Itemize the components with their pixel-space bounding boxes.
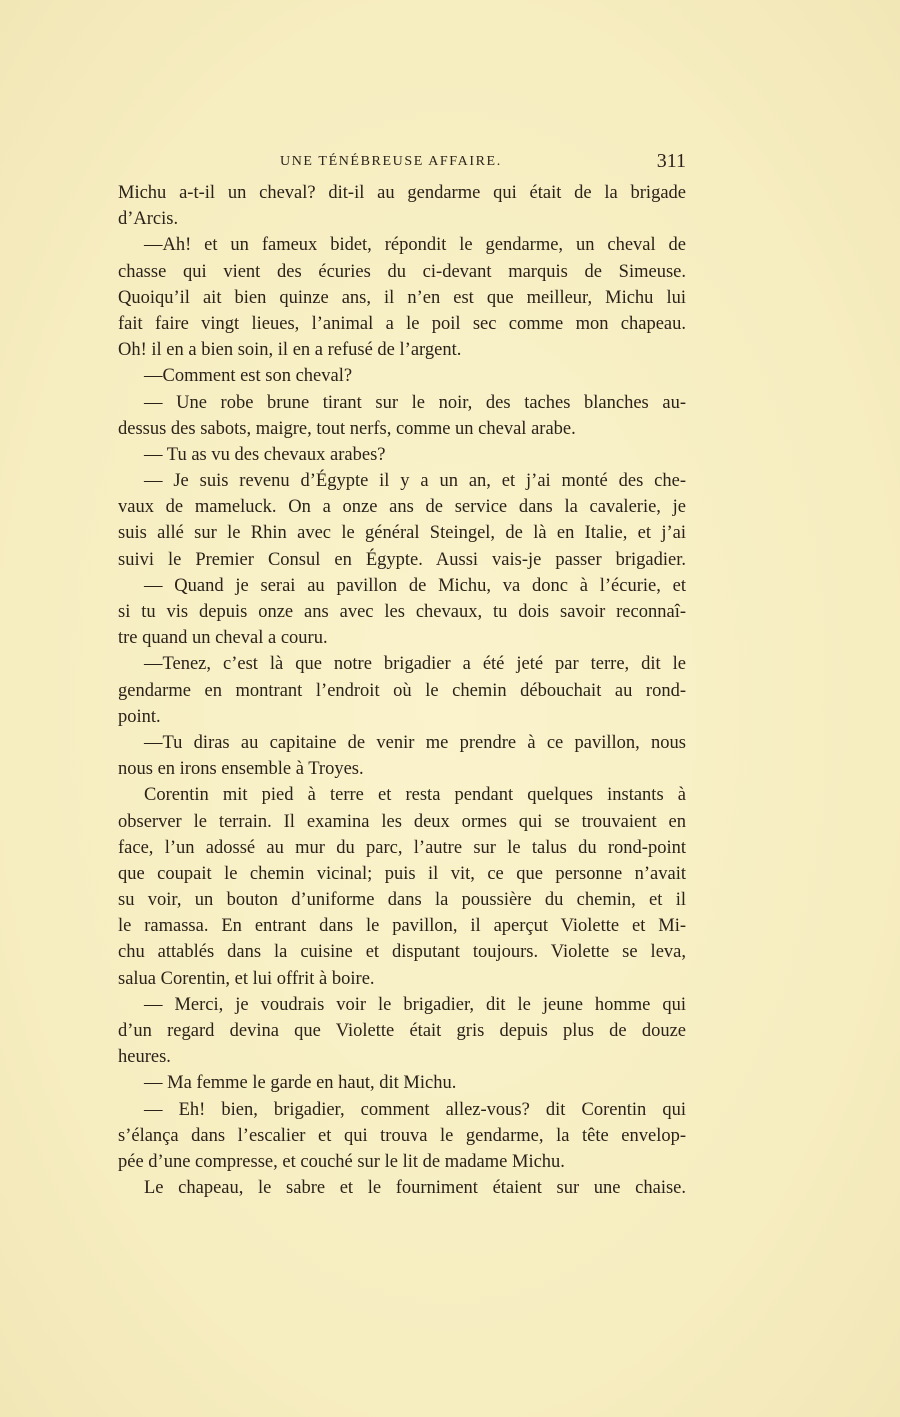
text-line: d’Arcis. <box>118 209 179 230</box>
page-header <box>118 150 686 176</box>
text-line: s’élança dans l’escalier et qui trouva le gendarme, la tête envelop- <box>118 1125 686 1146</box>
text-line: nous en irons ensemble à Troyes. <box>118 759 364 780</box>
text-line: suis allé sur le Rhin avec le général Steingel, de là en Italie, et j’ai <box>118 523 686 544</box>
text-line: Quoiqu’il ait bien quinze ans, il n’en est que meilleur, Michu lui <box>118 287 686 308</box>
text-line: si tu vis depuis onze ans avec les chevaux, tu dois savoir reconnaî- <box>118 602 686 622</box>
text-line: face, l’un adossé au mur du parc, l’autre sur le talus du rond-point <box>118 837 686 858</box>
text-line: —Tu diras au capitaine de venir me prendre à ce pavillon, nous <box>144 732 686 753</box>
text-line: dessus des sabots, maigre, tout nerfs, comme un cheval arabe. <box>118 418 576 439</box>
text-line: chu attablés dans la cuisine et disputant toujours. Violette se leva, <box>118 942 686 963</box>
text-line: que coupait le chemin vicinal; puis il vit, ce que personne n’avait <box>118 863 686 884</box>
text-line: suivi le Premier Consul en Égypte. Aussi vais-je passer brigadier. <box>118 549 686 570</box>
text-line: observer le terrain. Il examina les deux ormes qui se trouvaient en <box>118 811 686 832</box>
text-line: — Quand je serai au pavillon de Michu, va donc à l’écurie, et <box>144 575 686 596</box>
text-line: —Tenez, c’est là que notre brigadier a été jeté par terre, dit le <box>144 654 686 675</box>
text-line: tre quand un cheval a couru. <box>118 628 328 649</box>
text-line: Oh! il en a bien soin, il en a refusé de l’argent. <box>118 340 462 361</box>
text-line: d’un regard devina que Violette était gris depuis plus de douze <box>118 1021 686 1041</box>
text-line: — Je suis revenu d’Égypte il y a un an, et j’ai monté des che- <box>144 471 686 492</box>
text-line: heures. <box>118 1047 171 1068</box>
body-text <box>118 180 686 1201</box>
text-line: — Ma femme le garde en haut, dit Michu. <box>144 1073 457 1094</box>
text-line: — Tu as vu des chevaux arabes? <box>144 444 386 465</box>
text-line: fait faire vingt lieues, l’animal a le poil sec comme mon chapeau. <box>118 313 686 334</box>
text-line: —Ah! et un fameux bidet, répondit le gendarme, un cheval de <box>144 235 686 256</box>
text-line: pée d’une compresse, et couché sur le lit de madame Michu. <box>118 1151 565 1172</box>
text-line: le ramassa. En entrant dans le pavillon, il aperçut Violette et Mi- <box>118 916 686 937</box>
page-number: 311 <box>656 150 686 172</box>
text-line: salua Corentin, et lui offrit à boire. <box>118 968 375 989</box>
text-line: chasse qui vient des écuries du ci-devant marquis de Simeuse. <box>118 261 686 282</box>
text-line: Corentin mit pied à terre et resta pendant quelques instants à <box>144 785 686 806</box>
text-line: —Comment est son cheval? <box>144 366 353 387</box>
running-title: UNE TÉNÉBREUSE AFFAIRE. <box>280 154 502 169</box>
text-line: gendarme en montrant l’endroit où le chemin débouchait au rond- <box>118 680 686 701</box>
text-line: Le chapeau, le sabre et le fourniment étaient sur une chaise. <box>144 1178 686 1199</box>
text-line: su voir, un bouton d’uniforme dans la poussière du chemin, et il <box>118 890 686 911</box>
text-line: point. <box>118 706 161 727</box>
text-line: Michu a-t-il un cheval? dit-il au gendarme qui était de la brigade <box>118 183 686 203</box>
text-line: — Une robe brune tirant sur le noir, des taches blanches au- <box>144 392 686 413</box>
text-line: vaux de mameluck. On a onze ans de service dans la cavalerie, je <box>118 497 686 518</box>
text-line: — Eh! bien, brigadier, comment allez-vous? dit Corentin qui <box>144 1099 686 1120</box>
text-line: — Merci, je voudrais voir le brigadier, dit le jeune homme qui <box>144 994 686 1015</box>
